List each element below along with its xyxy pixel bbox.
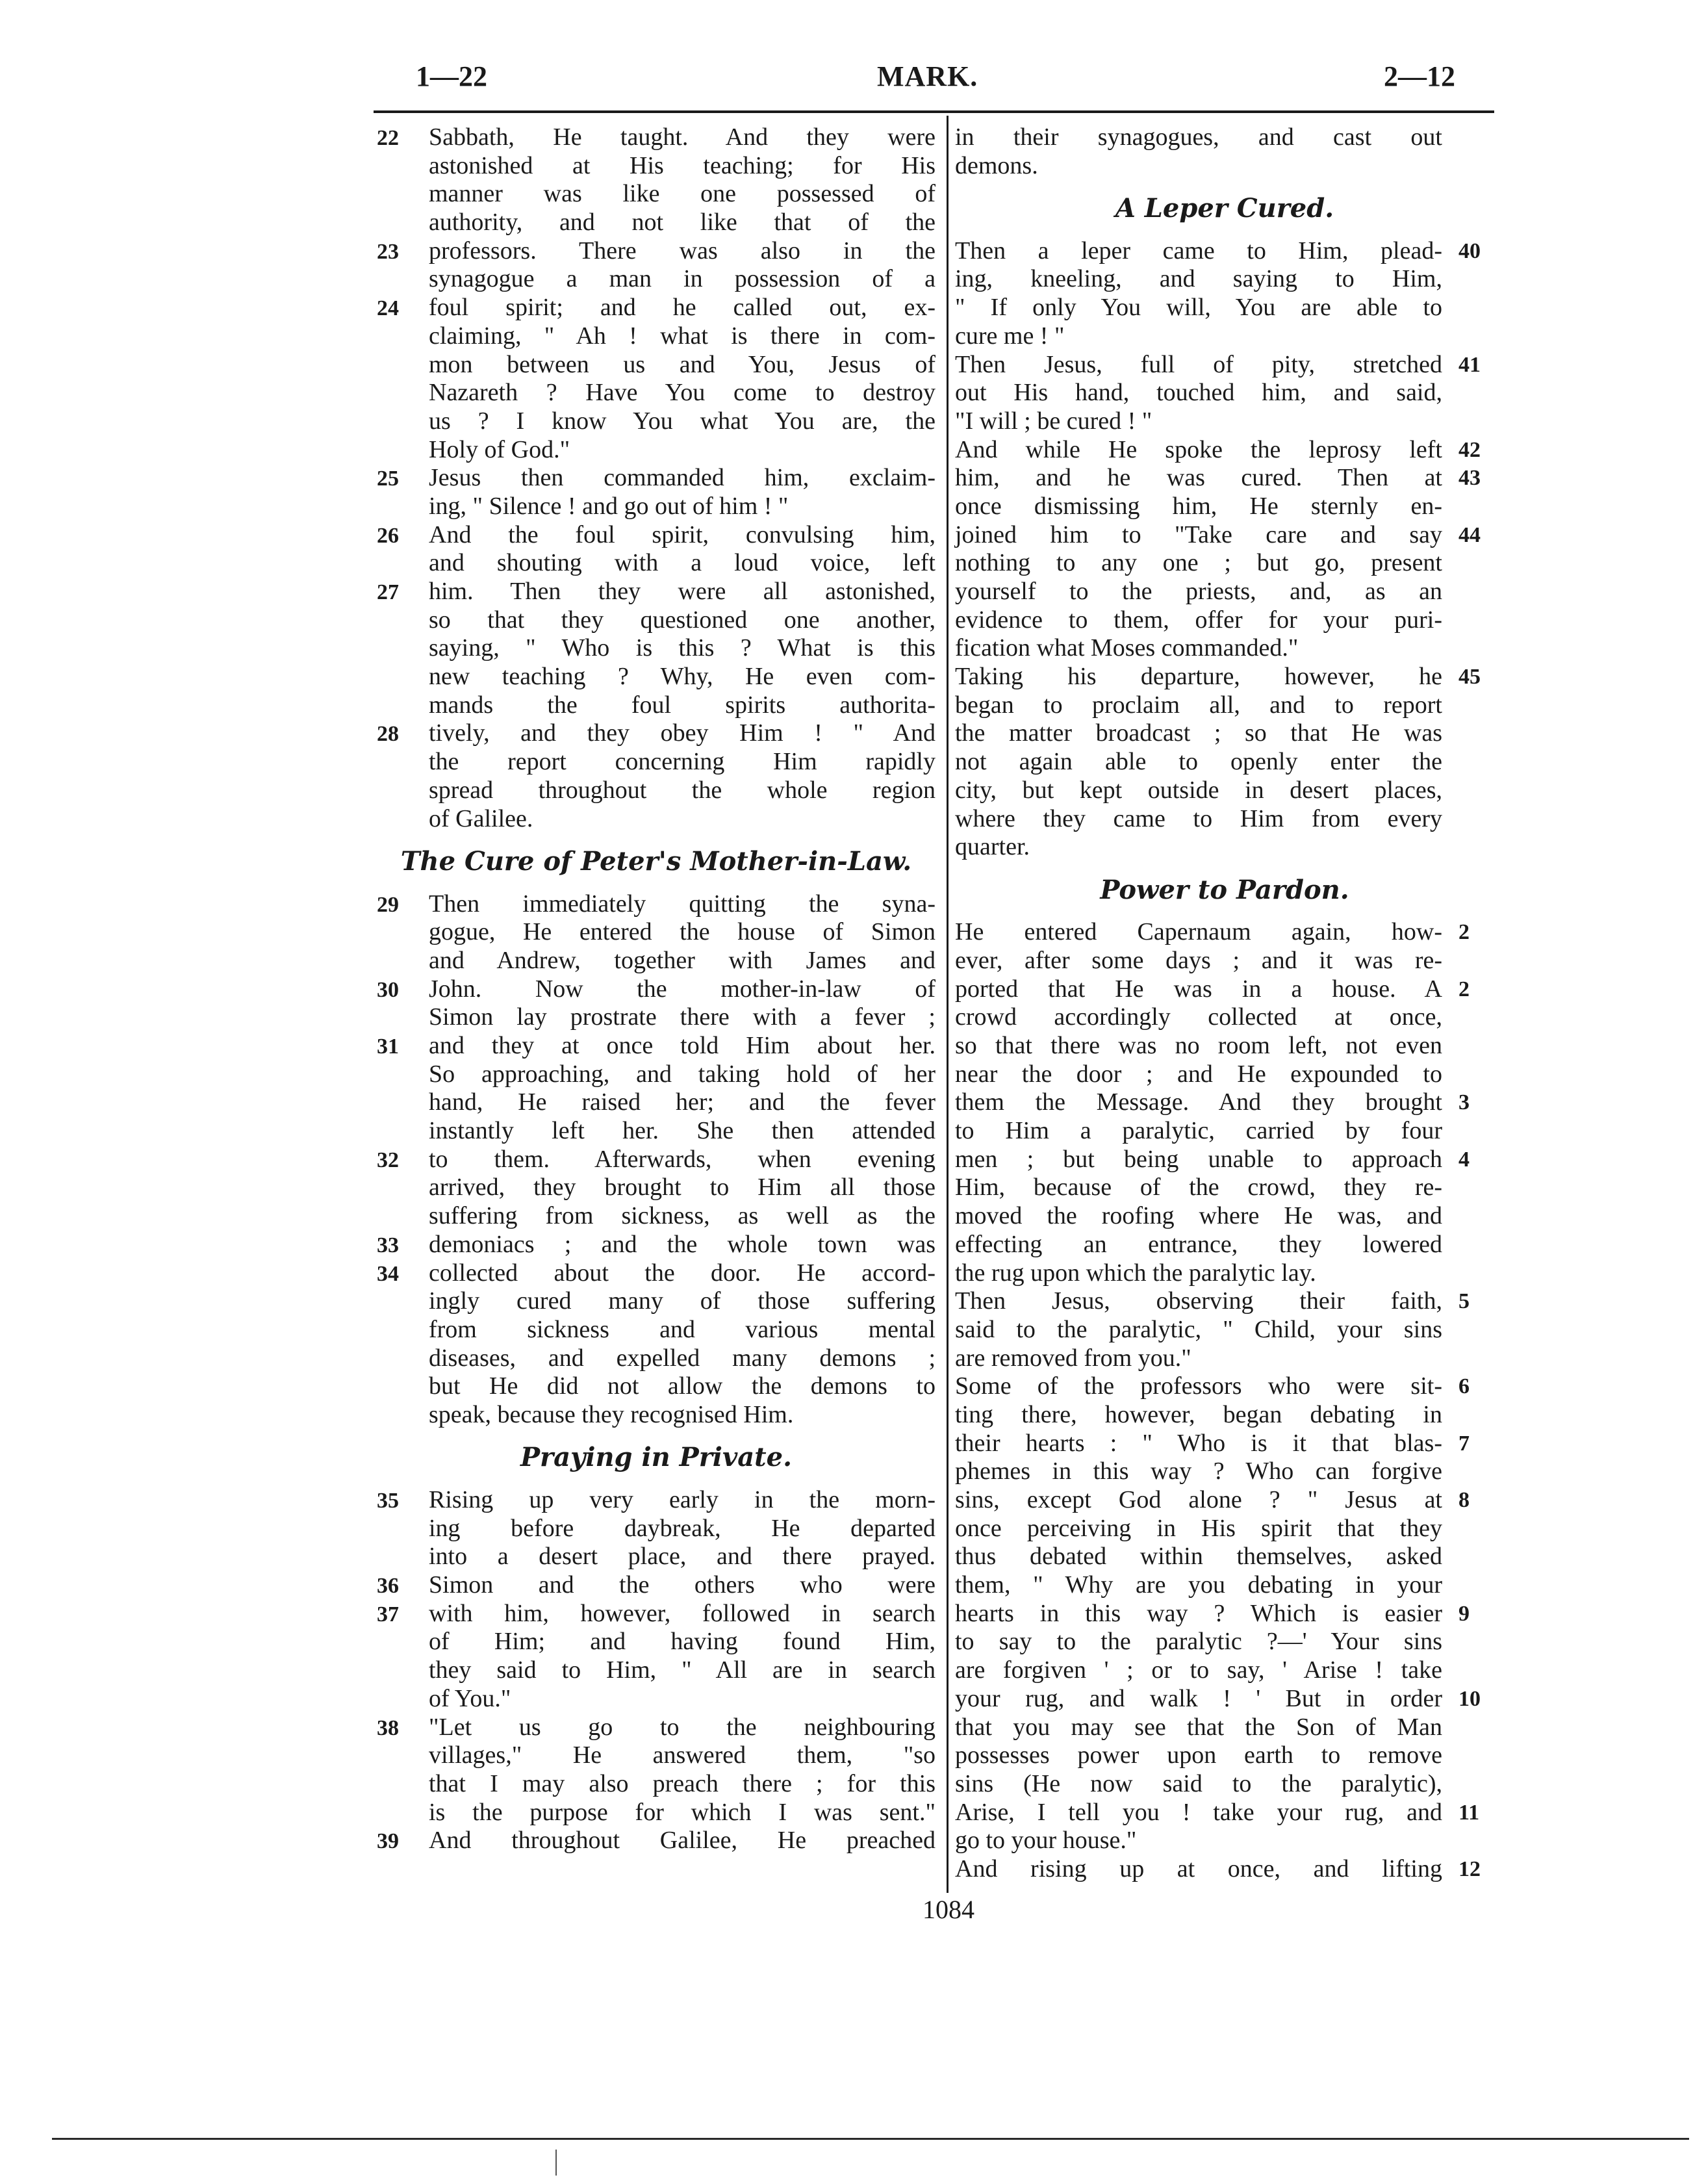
line-text: So approaching, and taking hold of her — [429, 1060, 936, 1088]
line-text: Some of the professors who were sit- — [955, 1372, 1442, 1400]
text-line — [377, 1628, 936, 1656]
verse-number: 26 — [377, 523, 399, 548]
text-line — [955, 1287, 1494, 1316]
text-line — [955, 1430, 1494, 1458]
line-text: Him, because of the crowd, they re- — [955, 1174, 1442, 1201]
line-text: the report concerning Him rapidly — [429, 748, 936, 776]
text-line — [377, 1060, 936, 1089]
text-line — [377, 1174, 936, 1202]
verse-number: 34 — [377, 1261, 399, 1286]
section-gap — [955, 180, 1494, 194]
line-text: in their synagogues, and cast out — [955, 123, 1442, 151]
text-line — [955, 379, 1494, 407]
text-line — [955, 1543, 1494, 1571]
line-text: are forgiven ' ; or to say, ' Arise ! take — [955, 1656, 1442, 1684]
text-line — [955, 1855, 1494, 1884]
line-text: synagogue a man in possession of a — [429, 265, 936, 293]
line-text: " If only You will, You are able to — [955, 294, 1442, 322]
text-line — [955, 464, 1494, 493]
text-line — [955, 691, 1494, 720]
text-line — [955, 748, 1494, 777]
text-line — [377, 1003, 936, 1032]
page-bottom-rule — [52, 2138, 1689, 2140]
line-text: authority, and not like that of the — [429, 209, 936, 237]
line-text: tively, and they obey Him ! " And — [429, 719, 936, 747]
section-gap — [955, 223, 1494, 237]
line-text: saying, " Who is this ? What is this — [429, 634, 936, 662]
line-text: collected about the door. He accord- — [429, 1259, 936, 1287]
verse-number: 23 — [377, 239, 399, 264]
line-text: claiming, " Ah ! what is there in com- — [429, 322, 936, 350]
verse-number: 41 — [1458, 352, 1481, 377]
line-text: villages," He answered them, "so — [429, 1741, 936, 1769]
line-text: to them. Afterwards, when evening — [429, 1145, 936, 1173]
text-line — [955, 1259, 1494, 1288]
section-gap — [955, 904, 1494, 918]
verse-number: 42 — [1458, 437, 1481, 462]
line-text: to Him a paralytic, carried by four — [955, 1117, 1442, 1145]
text-line — [377, 1231, 936, 1259]
text-line — [955, 237, 1494, 266]
text-line — [955, 805, 1494, 834]
text-line — [377, 1088, 936, 1117]
text-line — [955, 407, 1494, 436]
line-text: "I will ; be cured ! " — [955, 407, 1152, 435]
line-text: Then a leper came to Him, plead- — [955, 237, 1442, 264]
line-text: And throughout Galilee, He preached — [429, 1827, 936, 1855]
line-text: arrived, they brought to Him all those — [429, 1174, 936, 1201]
text-line — [377, 549, 936, 578]
line-text: to say to the paralytic ?—' Your sins — [955, 1628, 1442, 1656]
line-text: into a desert place, and there prayed. — [429, 1543, 936, 1571]
line-text: effecting an entrance, they lowered — [955, 1230, 1442, 1258]
verse-number: 9 — [1458, 1601, 1470, 1626]
line-text: him. Then they were all astonished, — [429, 578, 936, 605]
text-line — [377, 294, 936, 322]
text-line — [955, 1458, 1494, 1486]
verse-number: 39 — [377, 1829, 399, 1854]
verse-number: 35 — [377, 1489, 399, 1513]
text-line — [377, 748, 936, 777]
text-line — [955, 1600, 1494, 1628]
verse-number: 24 — [377, 296, 399, 321]
text-line — [377, 1714, 936, 1742]
line-text: professors. There was also in the — [429, 237, 936, 264]
line-text: Holy of God." — [429, 435, 570, 463]
line-text: Jesus then commanded him, exclaim- — [429, 464, 936, 492]
text-line — [955, 1714, 1494, 1742]
text-line — [955, 351, 1494, 379]
line-text: and they at once told Him about her. — [429, 1032, 936, 1060]
line-text: ported that He was in a house. A — [955, 975, 1442, 1003]
verse-number: 7 — [1458, 1431, 1470, 1456]
text-line — [377, 1600, 936, 1628]
text-line — [377, 1486, 936, 1515]
line-text: that you may see that the Son of Man — [955, 1713, 1442, 1741]
verse-number: 12 — [1458, 1856, 1481, 1881]
text-line — [955, 1231, 1494, 1259]
section-gap — [377, 876, 936, 890]
text-line — [377, 123, 936, 152]
text-line — [377, 634, 936, 663]
line-text: ing, " Silence ! and go out of him ! " — [429, 492, 789, 520]
text-line — [955, 1003, 1494, 1032]
text-line — [955, 1799, 1494, 1827]
text-line — [955, 1060, 1494, 1089]
verse-number: 33 — [377, 1233, 399, 1257]
text-line — [377, 578, 936, 606]
text-line — [377, 777, 936, 805]
verse-number: 22 — [377, 126, 399, 150]
line-text: yourself to the priests, and, as an — [955, 578, 1442, 606]
line-text: nothing to any one ; but go, present — [955, 549, 1442, 577]
line-text: near the door ; and He expounded to — [955, 1060, 1442, 1088]
line-text: began to proclaim all, and to report — [955, 691, 1442, 719]
text-line — [377, 1146, 936, 1174]
text-line — [377, 436, 936, 465]
text-line — [955, 1401, 1494, 1430]
text-line — [377, 209, 936, 237]
text-line — [955, 123, 1494, 152]
text-line — [377, 493, 936, 521]
section-gap — [955, 862, 1494, 876]
text-line — [955, 1372, 1494, 1401]
text-line — [955, 549, 1494, 578]
verse-number: 37 — [377, 1602, 399, 1626]
line-text: hearts in this way ? Which is easier — [955, 1599, 1442, 1627]
text-line — [955, 606, 1494, 635]
verse-number: 25 — [377, 467, 399, 491]
line-text: evidence to them, offer for your puri- — [955, 606, 1442, 634]
line-text: gogue, He entered the house of Simon — [429, 918, 936, 946]
left-column — [377, 123, 936, 1855]
text-line — [377, 322, 936, 351]
line-text: And rising up at once, and lifting — [955, 1855, 1442, 1882]
line-text: And while He spoke the leprosy left — [955, 435, 1442, 463]
line-text: thus debated within themselves, asked — [955, 1543, 1442, 1571]
text-line — [955, 521, 1494, 550]
text-line — [955, 436, 1494, 465]
text-line — [955, 1202, 1494, 1231]
line-text: and Andrew, together with James and — [429, 946, 936, 974]
text-line — [377, 407, 936, 436]
line-text: that I may also preach there ; for this — [429, 1769, 936, 1797]
text-line — [955, 663, 1494, 691]
header-chapter-verse-end: 2—12 — [1384, 60, 1455, 92]
line-text: demoniacs ; and the whole town was — [429, 1230, 936, 1258]
section-heading: Praying in Private. — [520, 1442, 793, 1473]
right-column — [955, 123, 1494, 1884]
text-line — [955, 975, 1494, 1004]
text-line — [955, 1032, 1494, 1060]
text-line — [955, 719, 1494, 748]
verse-number: 2 — [1458, 920, 1470, 945]
line-text: suffering from sickness, as well as the — [429, 1202, 936, 1230]
line-text: them the Message. And they brought — [955, 1088, 1442, 1116]
page-number: 1084 — [923, 1895, 974, 1924]
verse-number: 11 — [1458, 1800, 1480, 1825]
header-chapter-verse-start: 1—22 — [416, 60, 487, 92]
header-book-title: MARK. — [877, 60, 978, 92]
text-line — [377, 663, 936, 691]
line-text: astonished at His teaching; for His — [429, 151, 936, 179]
text-line — [955, 1628, 1494, 1656]
text-line — [955, 1685, 1494, 1714]
verse-number: 29 — [377, 892, 399, 917]
text-line — [955, 1656, 1494, 1685]
line-text: city, but kept outside in desert places, — [955, 776, 1442, 804]
text-line — [377, 521, 936, 550]
text-line — [377, 1770, 936, 1799]
line-text: the matter broadcast ; so that He was — [955, 719, 1442, 747]
line-text: your rug, and walk ! ' But in order — [955, 1684, 1442, 1712]
text-line — [955, 493, 1494, 521]
text-line — [955, 1741, 1494, 1770]
line-text: moved the roofing where He was, and — [955, 1202, 1442, 1230]
text-line — [377, 890, 936, 919]
text-line — [955, 265, 1494, 294]
text-line — [377, 1741, 936, 1770]
text-line — [377, 152, 936, 181]
line-text: spread throughout the whole region — [429, 776, 936, 804]
text-line — [955, 322, 1494, 351]
text-line — [377, 1656, 936, 1685]
text-line — [377, 237, 936, 266]
line-text: Then Jesus, observing their faith, — [955, 1287, 1442, 1315]
line-text: so that they questioned one another, — [429, 606, 936, 634]
text-line — [377, 1401, 936, 1430]
verse-number: 36 — [377, 1574, 399, 1599]
text-line — [955, 152, 1494, 181]
verse-number: 10 — [1458, 1686, 1481, 1711]
line-text: Simon and the others who were — [429, 1571, 936, 1599]
text-line — [377, 265, 936, 294]
verse-number: 45 — [1458, 665, 1481, 689]
verse-number: 38 — [377, 1715, 399, 1740]
line-text: John. Now the mother-in-law of — [429, 975, 936, 1003]
section-heading: The Cure of Peter's Mother-in-Law. — [400, 846, 912, 877]
text-line — [955, 1117, 1494, 1146]
text-line — [955, 1486, 1494, 1515]
text-line — [377, 351, 936, 379]
line-text: Then Jesus, full of pity, stretched — [955, 350, 1442, 378]
section-heading: A Leper Cured. — [1115, 193, 1334, 224]
verse-number: 27 — [377, 580, 399, 604]
text-line — [377, 464, 936, 493]
text-line — [955, 1770, 1494, 1799]
verse-number: 30 — [377, 977, 399, 1002]
line-text: not again able to openly enter the — [955, 748, 1442, 776]
line-text: said to the paralytic, " Child, your sins — [955, 1315, 1442, 1343]
line-text: so that there was no room left, not even — [955, 1032, 1442, 1060]
text-line — [377, 180, 936, 209]
line-text: quarter. — [955, 833, 1030, 861]
text-line — [955, 833, 1494, 862]
line-text: from sickness and various mental — [429, 1315, 936, 1343]
line-text: Simon lay prostrate there with a fever ; — [429, 1003, 936, 1031]
line-text: diseases, and expelled many demons ; — [429, 1344, 936, 1372]
text-line — [377, 1685, 936, 1714]
line-text: but He did not allow the demons to — [429, 1372, 936, 1400]
line-text: instantly left her. She then attended — [429, 1117, 936, 1145]
line-text: men ; but being unable to approach — [955, 1145, 1442, 1173]
text-line — [377, 1372, 936, 1401]
text-line — [955, 1344, 1494, 1373]
line-text: demons. — [955, 151, 1038, 179]
line-text: the rug upon which the paralytic lay. — [955, 1259, 1316, 1287]
verse-number: 28 — [377, 722, 399, 747]
line-text: are removed from you." — [955, 1344, 1191, 1372]
verse-number: 5 — [1458, 1289, 1470, 1314]
verse-number: 32 — [377, 1148, 399, 1172]
line-text: of Him; and having found Him, — [429, 1628, 936, 1656]
verse-number: 44 — [1458, 522, 1481, 547]
line-text: ing before daybreak, He departed — [429, 1514, 936, 1542]
text-line — [377, 947, 936, 975]
verse-number: 31 — [377, 1034, 399, 1059]
text-line — [955, 1571, 1494, 1600]
verse-number: 4 — [1458, 1147, 1470, 1172]
line-text: cure me ! " — [955, 322, 1065, 350]
line-text: go to your house." — [955, 1827, 1137, 1855]
text-line — [377, 1259, 936, 1288]
line-text: Then immediately quitting the syna- — [429, 890, 936, 918]
text-line — [377, 1827, 936, 1855]
line-text: ingly cured many of those suffering — [429, 1287, 936, 1315]
section-gap — [377, 1430, 936, 1444]
text-line — [377, 1202, 936, 1231]
section-gap — [377, 833, 936, 847]
line-text: him, and he was cured. Then at — [955, 464, 1442, 492]
column-divider — [947, 116, 948, 1893]
text-line — [377, 719, 936, 748]
line-text: sins (He now said to the paralytic), — [955, 1769, 1442, 1797]
line-text: joined him to "Take care and say — [955, 520, 1442, 548]
line-text: of Galilee. — [429, 804, 533, 832]
text-line — [955, 1174, 1494, 1202]
verse-number: 3 — [1458, 1090, 1470, 1115]
text-line — [377, 975, 936, 1004]
line-text: speak, because they recognised Him. — [429, 1400, 794, 1428]
line-text: Rising up very early in the morn- — [429, 1486, 936, 1514]
line-text: them, " Why are you debating in your — [955, 1571, 1442, 1599]
text-line — [377, 606, 936, 635]
text-line — [955, 947, 1494, 975]
line-text: their hearts : " Who is it that blas- — [955, 1429, 1442, 1457]
verse-number: 40 — [1458, 238, 1481, 263]
text-line — [377, 1571, 936, 1600]
text-line — [955, 294, 1494, 322]
line-text: manner was like one possessed of — [429, 180, 936, 208]
text-line — [377, 379, 936, 407]
line-text: us ? I know You what You are, the — [429, 407, 936, 435]
line-text: Nazareth ? Have You come to destroy — [429, 379, 936, 407]
text-line — [377, 1117, 936, 1146]
text-line — [955, 1827, 1494, 1855]
section-heading: Power to Pardon. — [1100, 874, 1349, 905]
line-text: "Let us go to the neighbouring — [429, 1713, 936, 1741]
line-text: Sabbath, He taught. And they were — [429, 123, 936, 151]
text-line — [377, 1287, 936, 1316]
line-text: fication what Moses commanded." — [955, 634, 1299, 662]
text-line — [955, 1515, 1494, 1543]
line-text: ting there, however, began debating in — [955, 1400, 1442, 1428]
line-text: hand, He raised her; and the fever — [429, 1088, 936, 1116]
text-line — [377, 1344, 936, 1373]
line-text: is the purpose for which I was sent." — [429, 1798, 936, 1826]
verse-number: 43 — [1458, 466, 1481, 491]
line-text: Arise, I tell you ! take your rug, and — [955, 1798, 1442, 1826]
text-line — [955, 777, 1494, 805]
line-text: with him, however, followed in search — [429, 1599, 936, 1627]
line-text: of You." — [429, 1684, 511, 1712]
line-text: phemes in this way ? Who can forgive — [955, 1458, 1442, 1485]
line-text: He entered Capernaum again, how- — [955, 918, 1442, 946]
text-line — [955, 578, 1494, 606]
header-rule — [374, 110, 1494, 113]
text-line — [377, 805, 936, 834]
line-text: ever, after some days ; and it was re- — [955, 946, 1442, 974]
line-text: mands the foul spirits authorita- — [429, 691, 936, 719]
line-text: crowd accordingly collected at once, — [955, 1003, 1442, 1031]
line-text: once dismissing him, He sternly en- — [955, 492, 1442, 520]
line-text: out His hand, touched him, and said, — [955, 379, 1442, 407]
line-text: ing, kneeling, and saying to Him, — [955, 265, 1442, 293]
text-line — [377, 1799, 936, 1827]
line-text: sins, except God alone ? " Jesus at — [955, 1486, 1442, 1514]
line-text: where they came to Him from every — [955, 804, 1442, 832]
verse-number: 2 — [1458, 977, 1470, 1001]
line-text: and shouting with a loud voice, left — [429, 549, 936, 577]
text-line — [955, 1088, 1494, 1117]
verse-number: 8 — [1458, 1488, 1470, 1513]
text-line — [955, 918, 1494, 947]
verse-number: 6 — [1458, 1374, 1470, 1399]
line-text: foul spirit; and he called out, ex- — [429, 294, 936, 322]
line-text: possesses power upon earth to remove — [955, 1741, 1442, 1769]
line-text: new teaching ? Why, He even com- — [429, 663, 936, 691]
text-line — [377, 1515, 936, 1543]
line-text: And the foul spirit, convulsing him, — [429, 520, 936, 548]
section-gap — [377, 1472, 936, 1486]
line-text: Taking his departure, however, he — [955, 663, 1442, 691]
text-line — [377, 1543, 936, 1571]
text-line — [955, 634, 1494, 663]
line-text: once perceiving in His spirit that they — [955, 1514, 1442, 1542]
line-text: they said to Him, " All are in search — [429, 1656, 936, 1684]
text-line — [377, 918, 936, 947]
page-edge-mark — [555, 2150, 557, 2176]
text-line — [955, 1316, 1494, 1344]
text-line — [377, 1316, 936, 1344]
text-line — [377, 1032, 936, 1060]
text-line — [955, 1146, 1494, 1174]
line-text: mon between us and You, Jesus of — [429, 350, 936, 378]
text-line — [377, 691, 936, 720]
